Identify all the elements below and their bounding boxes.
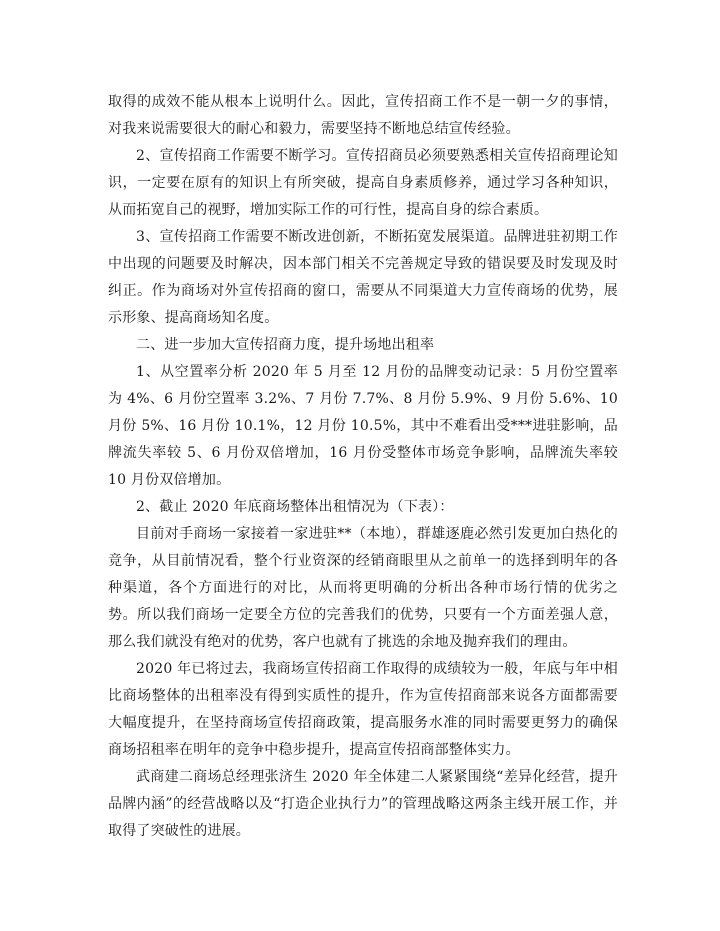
document-body bbox=[108, 89, 618, 845]
paragraph-learning: 2、宣传招商工作需要不断学习。宣传招商员必须要熟悉相关宣传招商理论知识，一定要在原有的知识上有所突破，提高自身素质修养，通过学习各种知识，从而拓宽自己的视野，增加实际工作的可行性，提高自身的综合素质。 bbox=[108, 148, 618, 218]
paragraph-innovation: 3、宣传招商工作需要不断改进创新，不断拓宽发展渠道。品牌进驻初期工作中出现的问题要及时解决，因本部门相关不完善规定导致的错误要及时发现及时纠正。作为商场对外宣传招商的窗口，需要从不同渠道大力宣传商场的优势，展示形象、提高商场知名度。 bbox=[108, 229, 618, 326]
paragraph-year-summary: 2020 年已将过去，我商场宣传招商工作取得的成绩较为一般，年底与年中相比商场整体的出租率没有得到实质性的提升，作为宣传招商部来说各方面都需要大幅度提升，在坚持商场宣传招商政策，提高服务水准的同时需要更努力的确保商场招租率在明年的竞争中稳步提升，提高宣传招商部整体实力。 bbox=[108, 661, 618, 758]
paragraph-continuation: 取得的成效不能从根本上说明什么。因此，宣传招商工作不是一朝一夕的事情，对我来说需要很大的耐心和毅力，需要坚持不断地总结宣传经验。 bbox=[108, 94, 618, 137]
paragraph-strategy: 武商建二商场总经理张济生 2020 年全体建二人紧紧围绕“差异化经营，提升品牌内涵”的经营战略以及“打造企业执行力”的管理战略这两条主线开展工作，并取得了突破性的进展。 bbox=[108, 769, 618, 839]
paragraph-vacancy-analysis: 1、从空置率分析 2020 年 5 月至 12 月份的品牌变动记录：5 月份空置率为 4%、6 月份空置率 3.2%、7 月份 7.7%、8 月份 5.9%、9 月份 5.6%、10 月份 5%、16 月份 10.1%，12 月份 10.5%，其中不难看出受***进驻影响，品牌流失率较 5、6 月份双倍增加，16 月份受整体市场竞争影响，品牌流失率较 10 月份双倍增加。 bbox=[108, 364, 618, 488]
paragraph-competition: 目前对手商场一家接着一家进驻**（本地），群雄逐鹿必然引发更加白热化的竞争，从目前情况看，整个行业资深的经销商眼里从之前单一的选择到明年的各种渠道，各个方面进行的对比，从而将更明确的分析出各种市场行情的优劣之势。所以我们商场一定要全方位的完善我们的优势，只要有一个方面差强人意，那么我们就没有绝对的优势，客户也就有了挑选的余地及抛弃我们的理由。 bbox=[108, 526, 618, 650]
paragraph-rental-status: 2、截止 2020 年底商场整体出租情况为（下表）： bbox=[136, 499, 454, 515]
section-heading-two: 二、进一步加大宣传招商力度，提升场地出租率 bbox=[136, 337, 435, 353]
